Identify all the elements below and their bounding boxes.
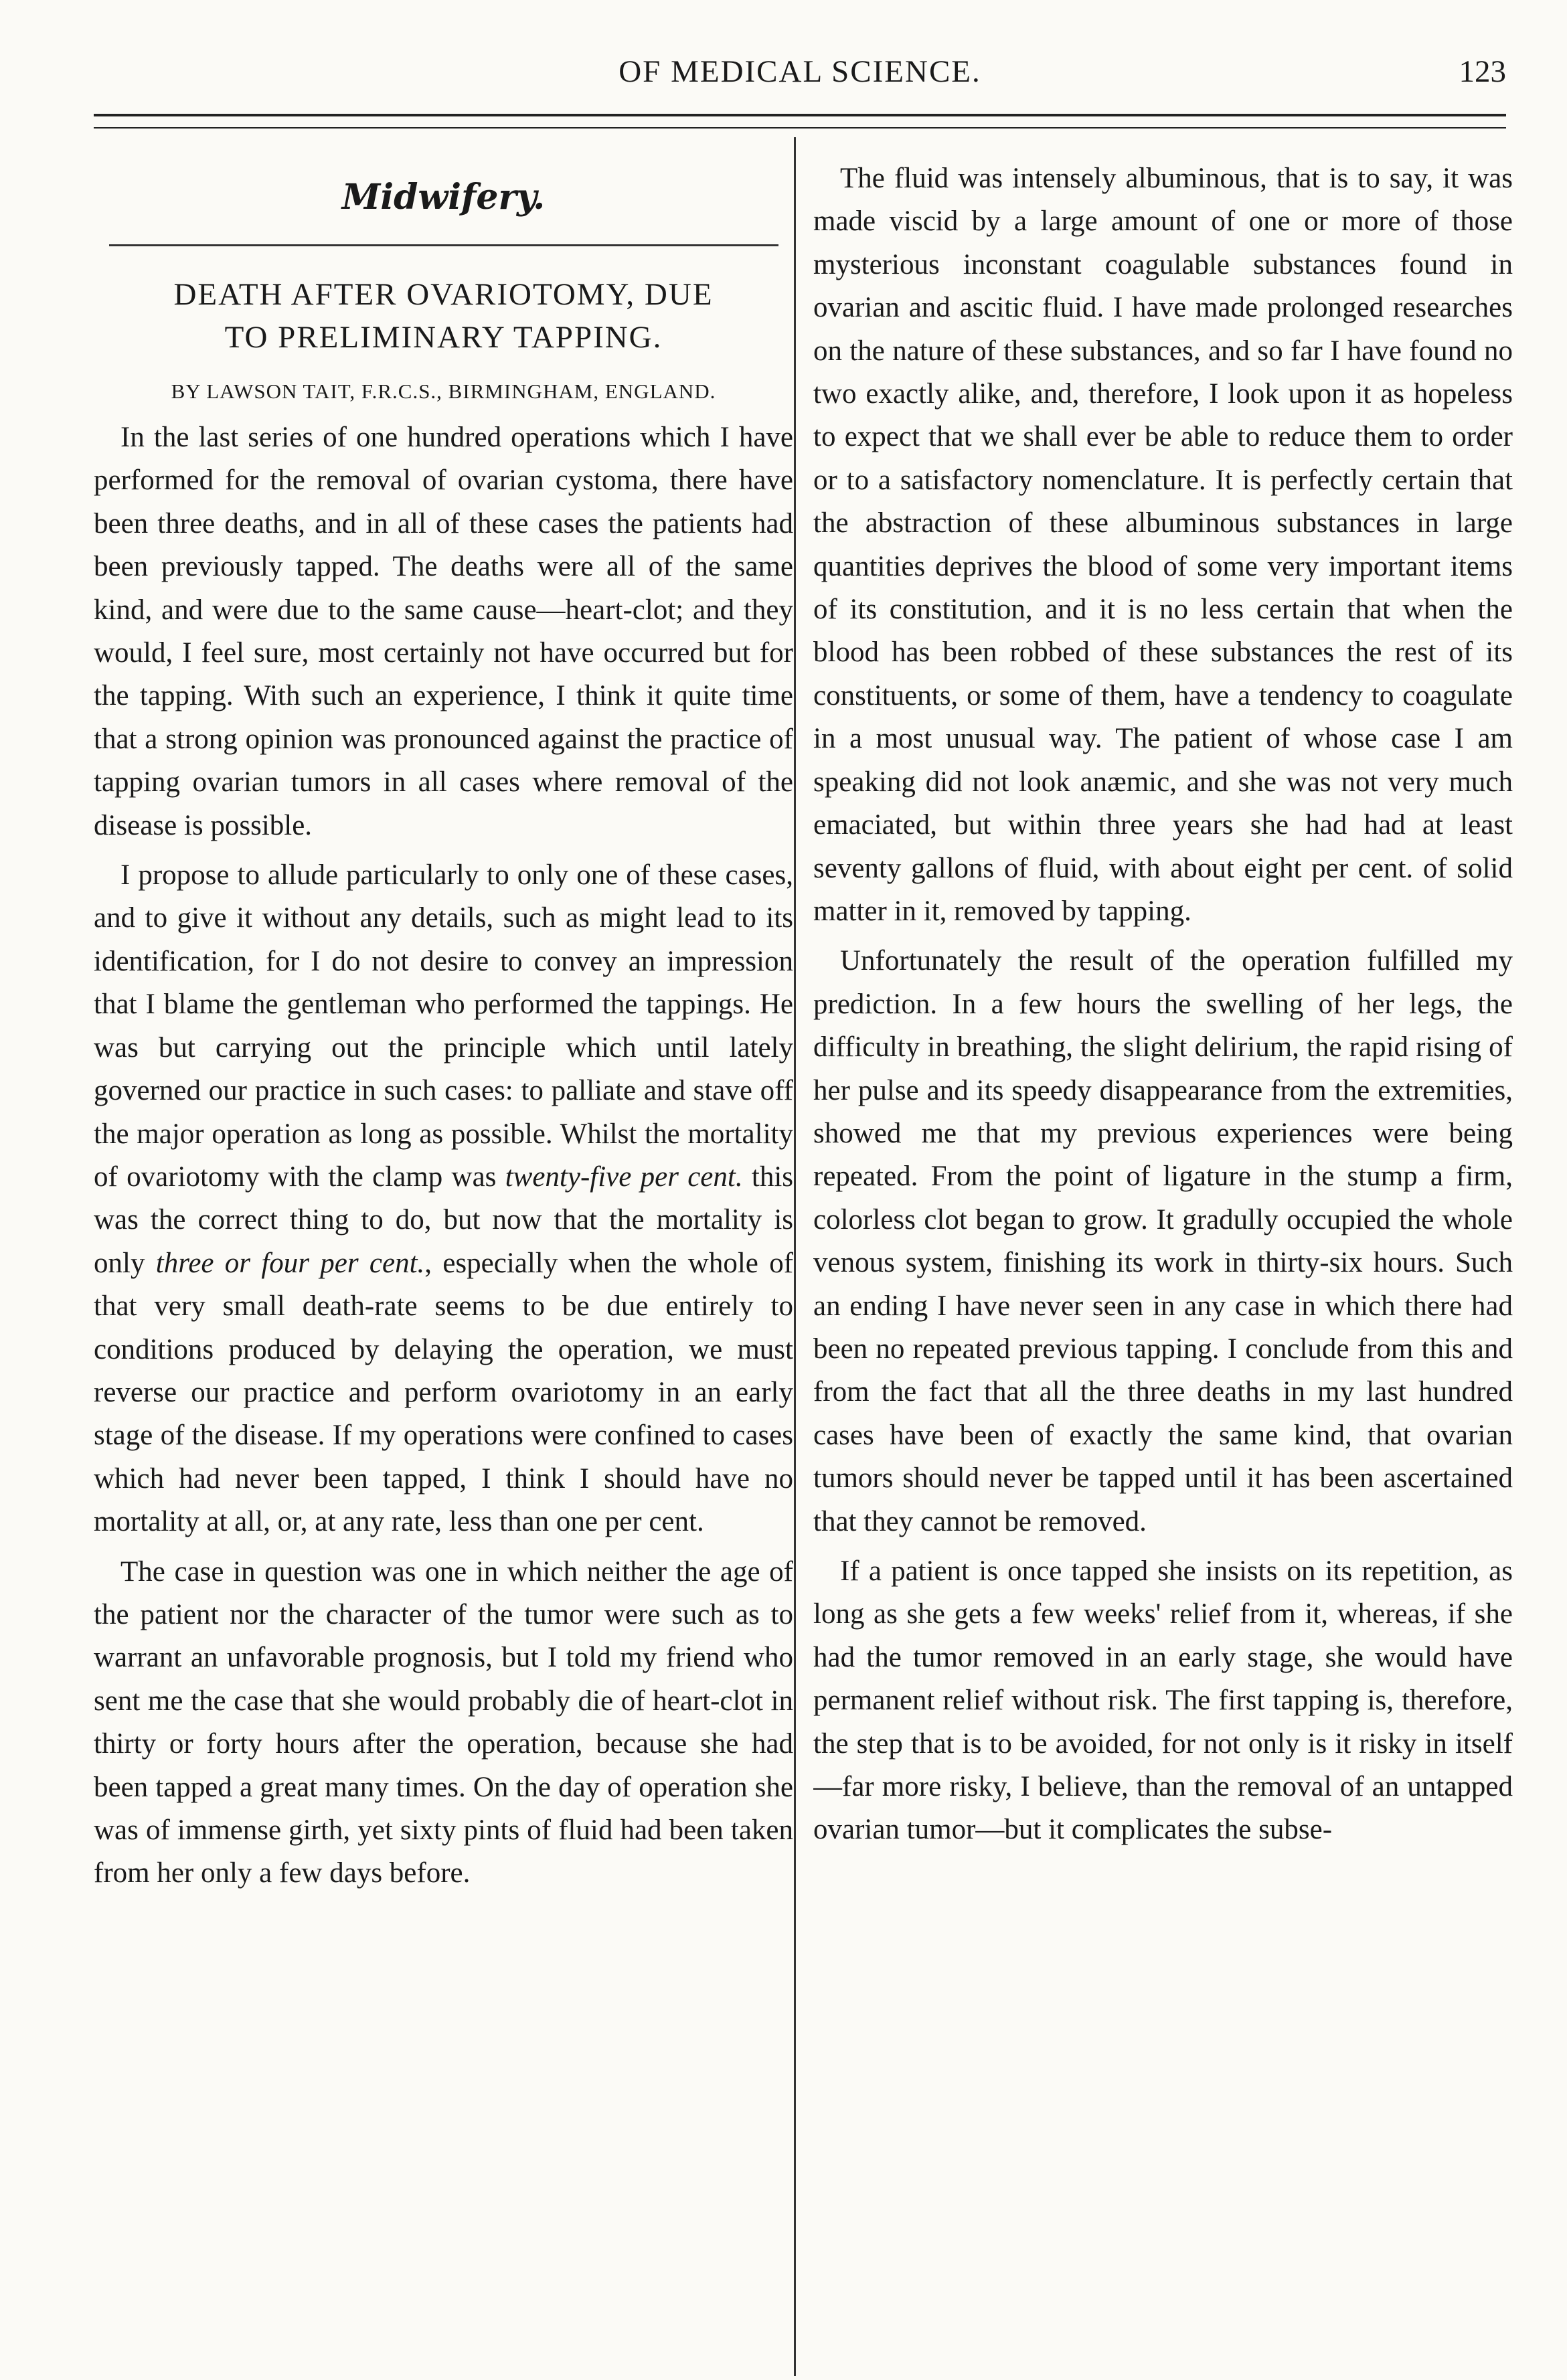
header-rule-upper	[94, 114, 1506, 116]
article-byline: BY LAWSON TAIT, F.R.C.S., BIRMINGHAM, ENGLAND.	[171, 379, 716, 403]
page-number: 123	[1459, 54, 1506, 89]
page-header	[94, 40, 1506, 107]
left-column	[94, 157, 793, 2366]
running-title: OF MEDICAL SCIENCE.	[618, 54, 981, 89]
paragraph-right-2: Unfortunately the result of the operation fulfilled my prediction. In a few hours the swelling of her legs, the difficulty in breathing, the slight delirium, the rapid rising of her pulse and its speedy disappearance from the extremities, showed me that my previous experiences were being repeated. From the point of ligature in the stump a firm, colorless clot began to grow. It gradully occupied the whole venous system, finishing its work in thirty-six hours. Such an ending I have never seen in any case in which there had been no repeated previous tapping. I conclude from this and from the fact that all the three deaths in my last hundred cases have been of exactly the same kind, that ovarian tumors should never be tapped until it has been ascertained that they cannot be removed.	[813, 945, 1513, 1537]
paragraph-left-2-text-a: I propose to allude particularly to only one of these cases, and to give it without any details, such as might lead to its identification, for I do not desire to convey an impression that I blame the gentleman who performed the tappings. He was but carrying out the principle which until lately governed our practice in such cases: to palliate and stave off the major operation as long as possible. Whilst the mortality of ovariotomy with the clamp was	[94, 859, 793, 1193]
paragraph-left-2	[94, 854, 793, 1544]
article-title	[94, 273, 793, 359]
paragraph-left-3: The case in question was one in which neither the age of the patient nor the character of the tumor were such as to warrant an unfavorable prognosis, but I told my friend who sent me the case that she would probably die of heart-clot in thirty or forty hours after the operation, because she had been tapped a great many times. On the day of operation she was of immense girth, yet sixty pints of fluid had been taken from her only a few days before.	[94, 1555, 793, 1889]
article-title-line-2: TO PRELIMINARY TAPPING.	[224, 320, 663, 355]
paragraph-left-2-italic-2: three or four per cent.	[155, 1247, 425, 1279]
article-title-line-1: DEATH AFTER OVARIOTOMY, DUE	[173, 277, 714, 312]
section-rule	[109, 244, 778, 246]
header-rule-lower	[94, 127, 1506, 129]
paragraph-left-2-italic-1: twenty-five per cent.	[505, 1161, 743, 1193]
section-heading: Midwifery.	[341, 177, 546, 218]
paragraph-right-3: If a patient is once tapped she insists on its repetition, as long as she gets a few weeks' relief from it, whereas, if she had the tumor removed in an early stage, she would have permanent relief without risk. The first tapping is, therefore, the step that is to be avoided, for not only is it risky in itself—far more risky, I believe, than the removal of an untapped ovarian tumor—but it complicates the subse-	[813, 1555, 1513, 1846]
paragraph-left-1: In the last series of one hundred operations which I have performed for the removal of ovarian cystoma, there have been three deaths, and in all of these cases the patients had been previously tapped. The deaths were all of the same kind, and were due to the same cause—heart-clot; and they would, I feel sure, most certainly not have occurred but for the tapping. With such an experience, I think it quite time that a strong opinion was pronounced against the practice of tapping ovarian tumors in all cases where removal of the disease is possible.	[94, 422, 793, 841]
column-divider	[794, 137, 796, 2376]
paragraph-right-1: The fluid was intensely albuminous, that is to say, it was made viscid by a large amount of one or more of those mysterious inconstant coagulable substances found in ovarian and ascitic fluid. I have made prolonged researches on the nature of these substances, and so far I have found no two exactly alike, and, therefore, I look upon it as hopeless to expect that we shall ever be able to reduce them to order or to a satisfactory nomenclature. It is perfectly certain that the abstraction of these albuminous substances in large quantities deprives the blood of some very important items of its constitution, and it is no less certain that when the blood has been robbed of these substances the rest of its constituents, or some of them, have a tendency to coagulate in a most unusual way. The patient of whose case I am speaking did not look anæmic, and she was not very much emaciated, but within three years she had had at least seventy gallons of fluid, with about eight per cent. of solid matter in it, removed by tapping.	[813, 163, 1513, 927]
paragraph-left-2-text-c: , especially when the whole of that very small death-rate seems to be due entirely to conditions produced by delaying the operation, we must reverse our practice and perform ovariotomy in an early stage of the disease. If my operations were confined to cases which had never been tapped, I think I should have no mortality at all, or, at any rate, less than one per cent.	[94, 1247, 793, 1538]
right-column	[813, 157, 1513, 2366]
paragraph-left-2-text-b: this was the correct thing to do, but now that the mortality is only	[94, 1161, 793, 1279]
